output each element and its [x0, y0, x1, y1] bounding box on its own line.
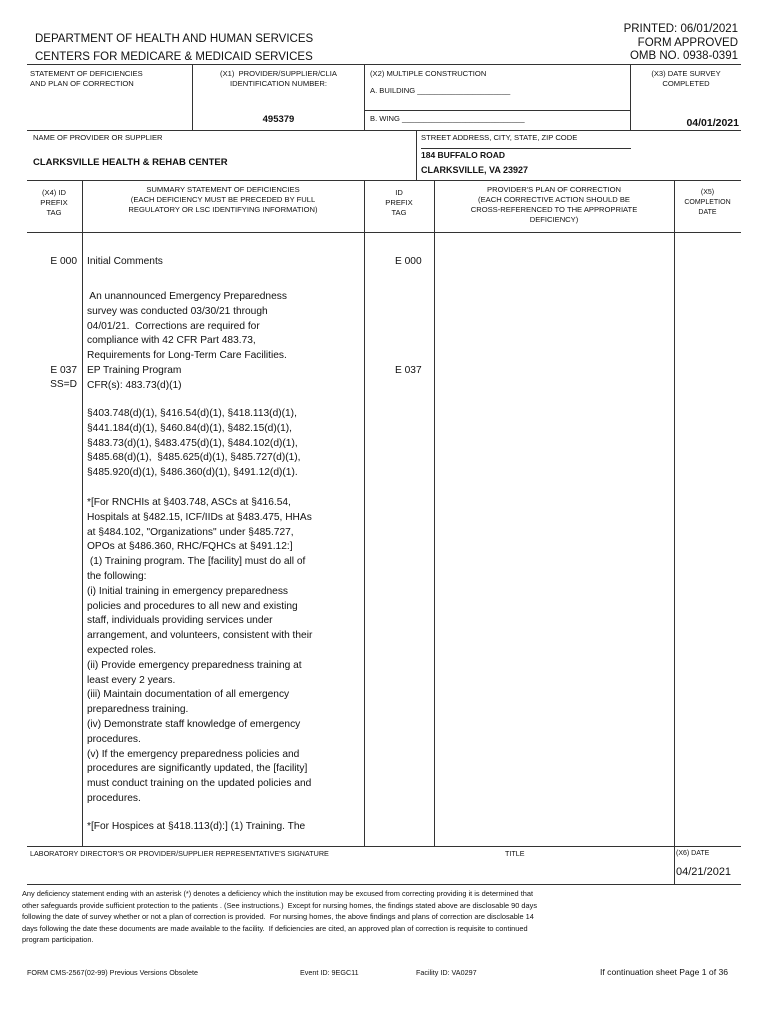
- event-id: Event ID: 9EGC11: [300, 968, 359, 977]
- id-prefix-header: ID PREFIX TAG: [385, 188, 413, 217]
- x2-label: (X2) MULTIPLE CONSTRUCTION: [370, 69, 487, 78]
- x5-header: (X5) COMPLETION DATE: [684, 189, 731, 216]
- divider: [27, 232, 741, 233]
- building-label: A. BUILDING ______________________: [370, 86, 511, 95]
- divider: [27, 130, 741, 131]
- x3-label: (X3) DATE SURVEY COMPLETED: [651, 69, 721, 88]
- divider: [27, 180, 741, 181]
- page-number: If continuation sheet Page 1 of 36: [600, 967, 729, 977]
- x4-header: (X4) ID PREFIX TAG: [40, 188, 68, 217]
- facility-id: Facility ID: VA0297: [416, 968, 477, 977]
- divider: [364, 180, 365, 846]
- address-label: STREET ADDRESS, CITY, STATE, ZIP CODE: [421, 133, 578, 142]
- divider: [27, 64, 741, 65]
- divider: [364, 64, 365, 130]
- provider-name: CLARKSVILLE HEALTH & REHAB CENTER: [33, 157, 228, 168]
- x6-date-label: (X6) DATE: [676, 850, 710, 857]
- severity-scope: SS=D: [50, 379, 77, 390]
- initial-comments-title: Initial Comments: [87, 256, 163, 267]
- tag-e000: E 000: [50, 256, 77, 267]
- agency-line: CENTERS FOR MEDICARE & MEDICAID SERVICES: [35, 51, 313, 63]
- street-address: 184 BUFFALO ROAD: [421, 150, 506, 160]
- divider: [364, 110, 630, 111]
- printed-date: PRINTED: 06/01/2021: [623, 23, 738, 35]
- survey-completed-date: 04/01/2021: [686, 117, 739, 129]
- divider: [674, 846, 675, 884]
- title-label: TITLE: [505, 849, 525, 858]
- summary-header: SUMMARY STATEMENT OF DEFICIENCIES (EACH DEFICIENCY MUST BE PRECEDED BY FULL REGULATORY OR LSC IDENTIFYING INFORMATION): [128, 185, 318, 214]
- divider: [416, 130, 417, 180]
- city-state-zip: CLARKSVILLE, VA 23927: [421, 165, 529, 175]
- provider-number: 495379: [262, 114, 295, 125]
- x1-label: (X1) PROVIDER/SUPPLIER/CLIA IDENTIFICATION NUMBER:: [220, 69, 337, 88]
- divider: [27, 846, 741, 847]
- tag-e037: E 037: [50, 365, 77, 376]
- divider: [674, 180, 675, 846]
- regulation-citations: §403.748(d)(1), §416.54(d)(1), §418.113(d)(1), §441.184(d)(1), §460.84(d)(1), §482.15(d)(1), §483.73(d)(1), §483.475(d)(1), §484.102(d)(1), §485.68(d)(1), §485.625(d)(1), §485.727(d)(1), §485.920(d)(1), §486.360(d)(1), §491.12(d)(1).: [87, 408, 301, 479]
- footnote: Any deficiency statement ending with an asterisk (*) denotes a deficiency which the institution may be excused from correcting providing it is determined that other safeguards provide sufficient protection to the patients . (See instructions.) Except for nursing homes, the findings stated above are disclosable 90 days following the date of survey whether or not a plan of correction is provided. For nursing homes, the above findings and plans of correction are disclosable 14 days following the date these documents are made available to the facility. If deficiencies are cited, an approved plan of correction is requisite to continued program participation.: [22, 889, 538, 945]
- plan-header: PROVIDER'S PLAN OF CORRECTION (EACH CORRECTIVE ACTION SHOULD BE CROSS-REFERENCED TO THE APPROPRIATE DEFICIENCY): [470, 185, 638, 224]
- ep-training-title: EP Training Program CFR(s): 483.73(d)(1): [87, 365, 182, 391]
- signature-date: 04/21/2021: [676, 866, 732, 878]
- omb-number: OMB NO. 0938-0391: [629, 50, 738, 62]
- department-line: DEPARTMENT OF HEALTH AND HUMAN SERVICES: [35, 33, 314, 45]
- statement-label: STATEMENT OF DEFICIENCIES AND PLAN OF CORRECTION: [30, 69, 143, 88]
- tag-e037-right: E 037: [395, 365, 422, 376]
- hospice-training-text: *[For Hospices at §418.113(d):] (1) Training. The: [87, 821, 306, 832]
- form-number: FORM CMS-2567(02-99) Previous Versions Obsolete: [27, 968, 198, 977]
- training-requirements-text: *[For RNCHIs at §403.748, ASCs at §416.54, Hospitals at §482.15, ICF/IIDs at §483.475, HHAs at §484.102, "Organizations" under §485.727, OPOs at §486.360, RHC/FQHCs at §491.12:] (1) Training program. The [facility] must do all of the following: (i) Initial training in emergency preparedness policies and procedures to all new and existing staff, individuals providing services under arrangement, and volunteers, consistent with their expected roles. (ii) Provide emergency preparedness training at least every 2 years. (iii) Maintain documentation of all emergency preparedness training. (iv) Demonstrate staff knowledge of emergency procedures. (v) If the emergency preparedness policies and procedures are significantly updated, the [facility] must conduct training on the updated policies and procedures.: [87, 497, 313, 804]
- tag-e000-right: E 000: [395, 256, 422, 267]
- signature-label: LABORATORY DIRECTOR'S OR PROVIDER/SUPPLIER REPRESENTATIVE'S SIGNATURE: [30, 849, 329, 858]
- initial-comments-text: An unannounced Emergency Preparedness survey was conducted 03/30/21 through 04/01/21. Corrections are required for compliance with 42 CFR Part 483.73, Requirements for Long-Term Care Facilities.: [87, 291, 287, 362]
- divider: [434, 180, 435, 846]
- divider: [82, 180, 83, 846]
- provider-name-label: NAME OF PROVIDER OR SUPPLIER: [33, 133, 163, 142]
- wing-label: B. WING _____________________________: [370, 114, 525, 123]
- divider: [27, 884, 741, 885]
- divider: [421, 148, 631, 149]
- form-approved: FORM APPROVED: [637, 37, 738, 49]
